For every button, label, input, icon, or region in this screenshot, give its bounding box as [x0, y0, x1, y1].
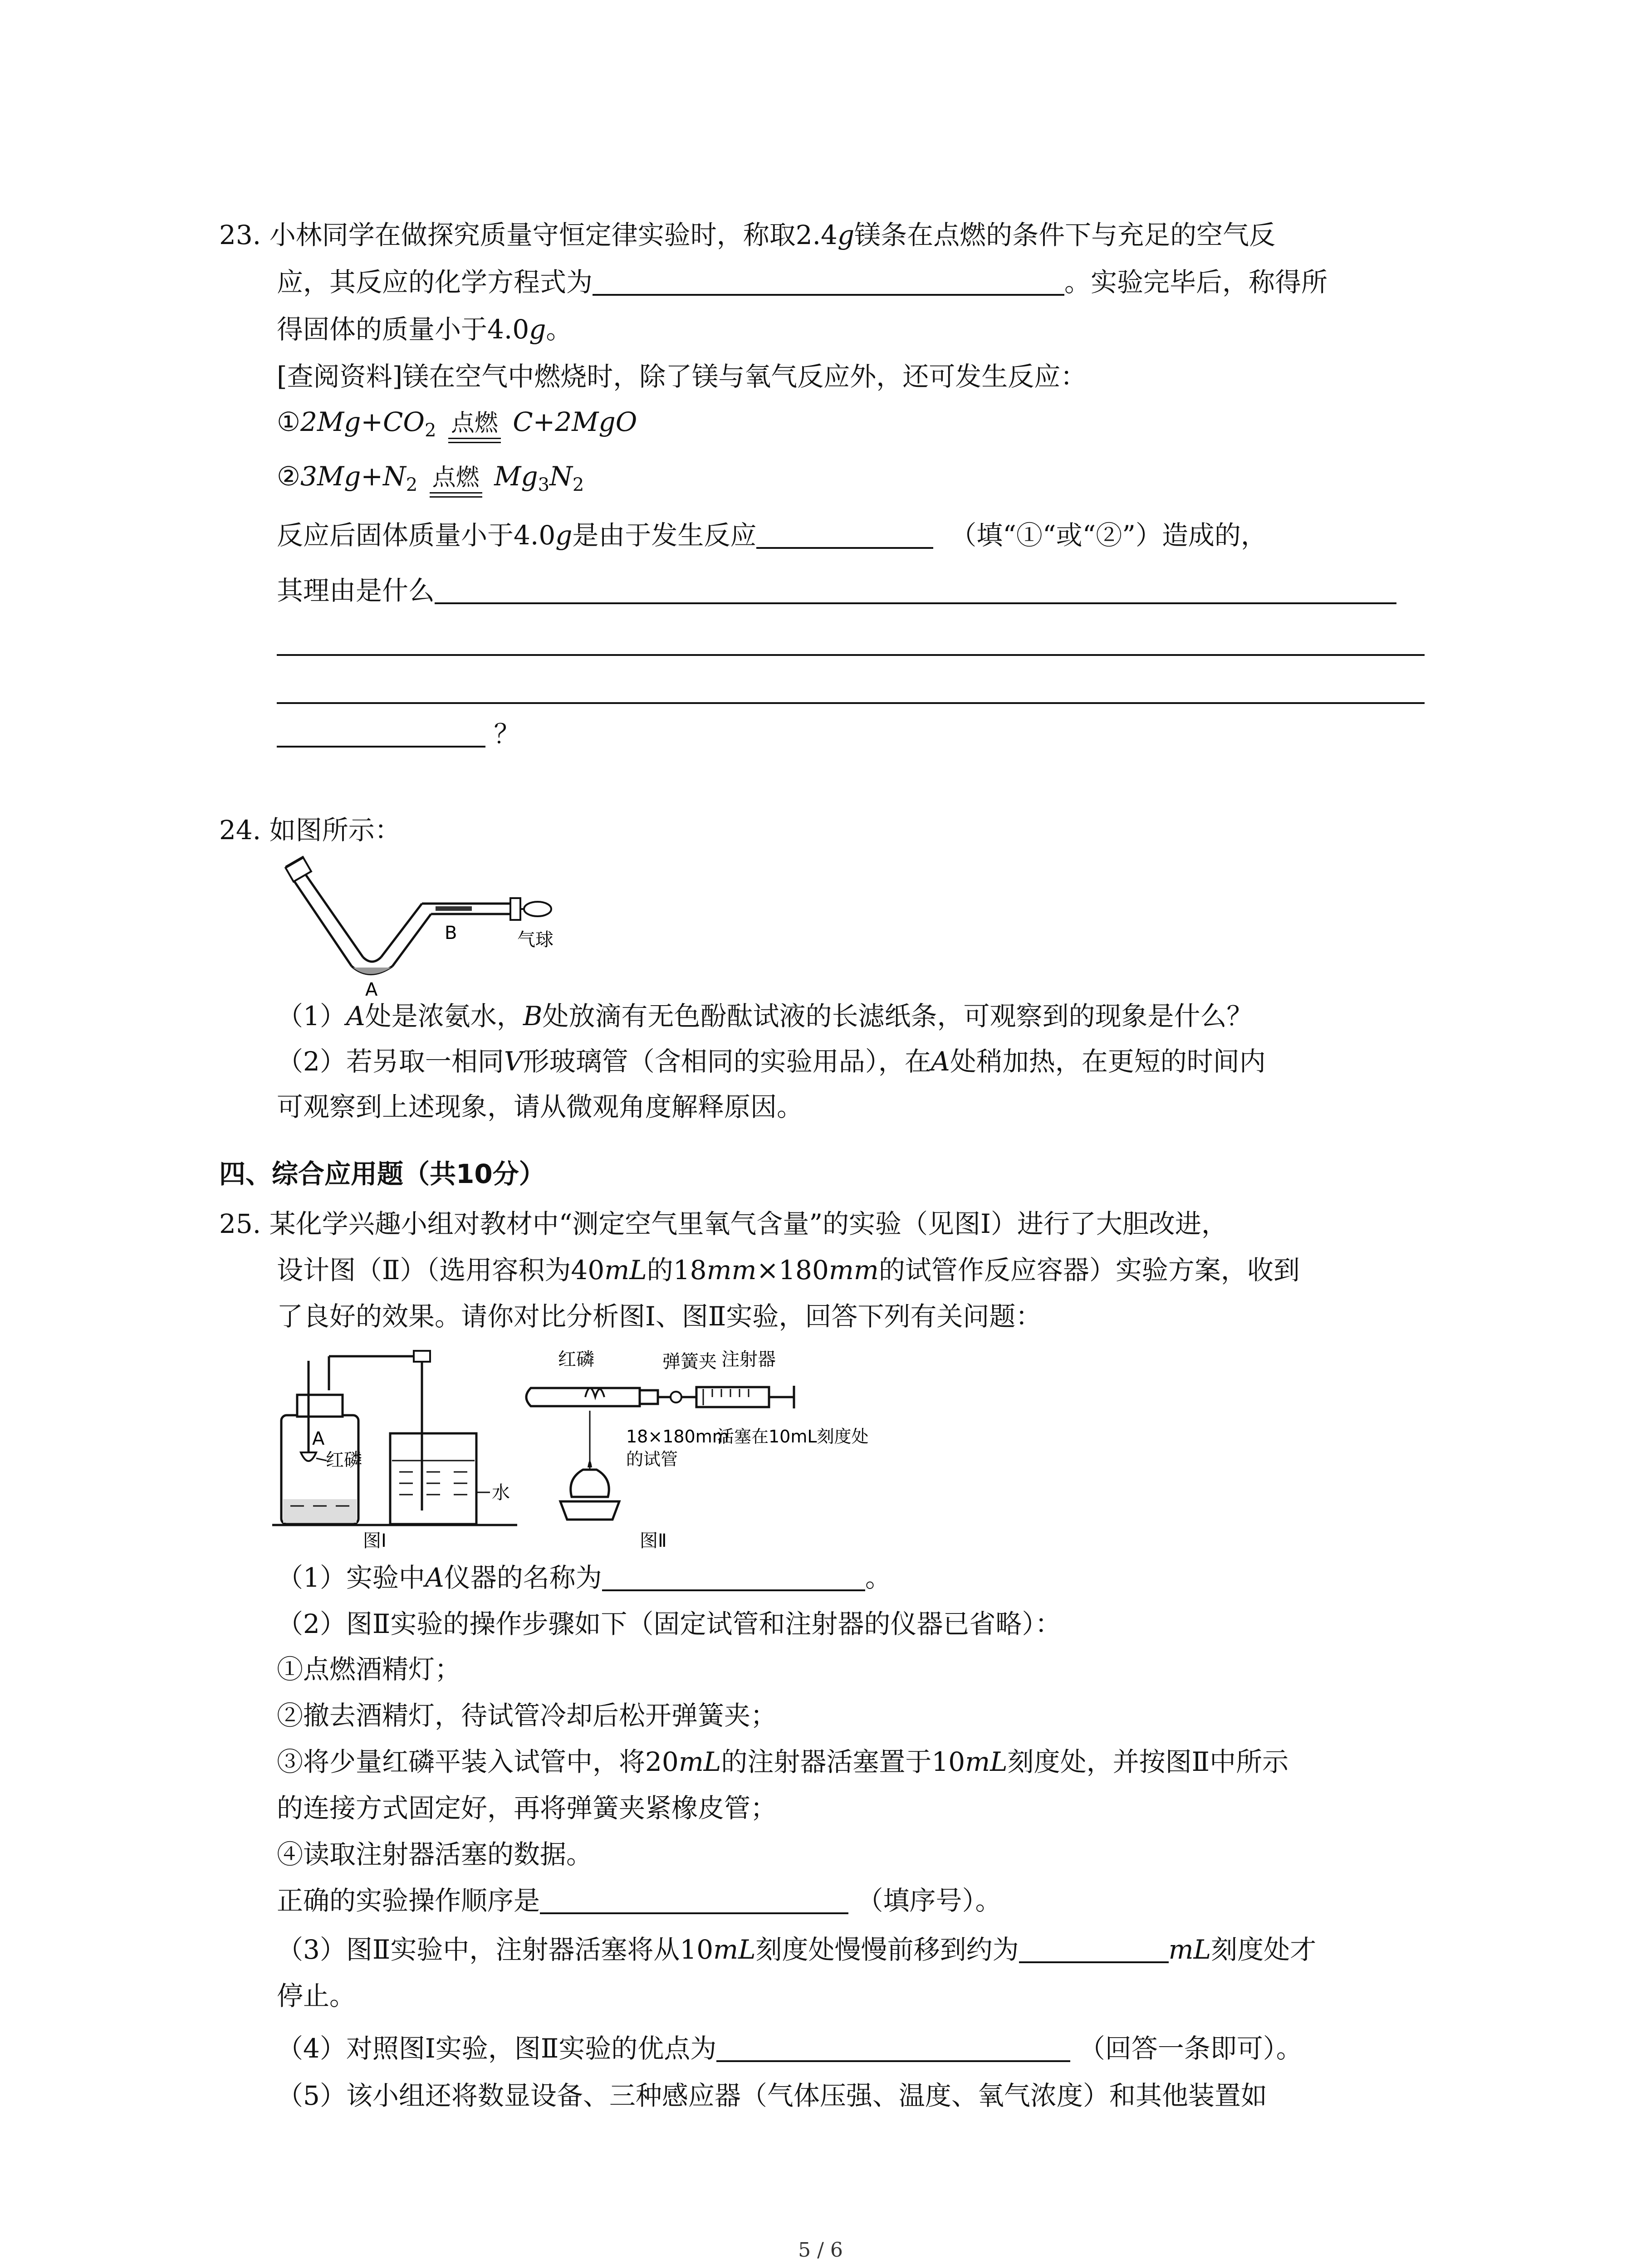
q23-answer-line: 反应后固体质量小于4.0g是由于发生反应 （填“①“或“②”）造成的，	[277, 520, 1267, 551]
bottle-stopper-icon	[297, 1395, 343, 1417]
section-heading: 四、综合应用题（共10分）	[219, 1158, 545, 1189]
q25-advantage-blank[interactable]	[716, 2032, 1070, 2062]
figure-1	[272, 1347, 526, 1551]
combustion-spoon-icon	[301, 1452, 316, 1461]
fig1-label-a: A	[312, 1428, 325, 1449]
spring-clip-icon	[671, 1392, 681, 1403]
rubber-plug-icon	[510, 898, 520, 920]
q25-line2: 设计图（Ⅱ）（选用容积为40mL的18mm×180mm的试管作反应容器）实验方案，收到	[277, 1255, 1300, 1286]
q25-step4: ④读取注射器活塞的数据。	[277, 1839, 593, 1870]
beaker-icon	[390, 1433, 476, 1524]
q23-reason-line-3[interactable]	[277, 702, 1425, 704]
fig1-caption: 图Ⅰ	[363, 1530, 387, 1551]
q25-s2: （2）图Ⅱ实验的操作步骤如下（固定试管和注射器的仪器已省略）：	[277, 1608, 1062, 1639]
q23-equation-blank[interactable]	[593, 266, 1064, 296]
q23-line2: 应，其反应的化学方程式为 。实验完毕后，称得所	[277, 267, 1328, 298]
alcohol-lamp-icon	[571, 1470, 609, 1497]
q25-s3-line2: 停止。	[277, 1980, 356, 2011]
fig1-label-water: 水	[492, 1482, 510, 1503]
q24-sub2-line2: 可观察到上述现象，请从微观角度解释原因。	[277, 1091, 803, 1122]
q23-reason-line: 其理由是什么	[277, 572, 1396, 609]
q23-reason-blank[interactable]	[435, 574, 1396, 604]
syringe-icon	[696, 1387, 769, 1407]
reaction-condition: 点燃	[426, 458, 486, 496]
v-tube-icon	[290, 871, 513, 974]
q25-step2: ②撤去酒精灯，待试管冷却后松开弹簧夹；	[277, 1700, 777, 1731]
page-number: 5 / 6	[798, 2239, 843, 2262]
fig1-label-phosphorus: 红磷	[326, 1450, 362, 1471]
q24-sub2: （2）若另取一相同V形玻璃管（含相同的实验用品），在A处稍加热，在更短的时间内	[277, 1046, 1266, 1077]
q23-equation-1: $①2Mg+CO_2$ 点燃 C+2MgO	[277, 404, 637, 449]
q23-reason-blank-end[interactable]	[277, 718, 485, 748]
clamp-icon	[414, 1351, 430, 1362]
flame-icon	[588, 1461, 592, 1467]
rubber-stopper-icon	[640, 1390, 658, 1404]
q23-reason-end: ？	[277, 716, 520, 752]
q24-intro: 24. 如图所示：	[219, 815, 401, 846]
fig2-label-size: 18×180mm	[626, 1427, 729, 1447]
q25-step1: ①点燃酒精灯；	[277, 1654, 461, 1685]
q23-reason-line-2[interactable]	[277, 654, 1425, 656]
q25-order: 正确的实验操作顺序是 （填序号）。	[277, 1885, 1002, 1916]
fig2-label-piston: 活塞在10mL刻度处	[717, 1427, 869, 1447]
q23-info: [查阅资料]镁在空气中燃烧时，除了镁与氧气反应外，还可发生反应：	[277, 361, 1087, 392]
balloon-icon	[524, 902, 551, 916]
q23-line3: 得固体的质量小于4.0g。	[277, 314, 573, 345]
q25-step3-line2: 的连接方式固定好，再将弹簧夹紧橡皮管；	[277, 1793, 777, 1823]
fig2-label-tube: 的试管	[626, 1449, 678, 1469]
q25-s4: （4）对照图Ⅰ实验，图Ⅱ实验的优点为 （回答一条即可）。	[277, 2033, 1303, 2064]
q25-s5: （5）该小组还将数显设备、三种感应器（气体压强、温度、氧气浓度）和其他装置如	[277, 2080, 1267, 2111]
test-tube-icon	[526, 1388, 640, 1406]
q25-instrument-blank[interactable]	[602, 1561, 865, 1591]
label-b: B	[445, 923, 457, 943]
q25-step3: ③将少量红磷平装入试管中，将20mL的注射器活塞置于10mL刻度处，并按图Ⅱ中所示	[277, 1746, 1289, 1777]
q24-sub1: （1）A处是浓氨水，B处放滴有无色酚酞试液的长滤纸条，可观察到的现象是什么？	[277, 1001, 1253, 1031]
q25-s3: （3）图Ⅱ实验中，注射器活塞将从10mL刻度处慢慢前移到约为 mL刻度处才	[277, 1934, 1317, 1965]
flame-phosphorus-icon	[585, 1388, 604, 1397]
q25-order-blank[interactable]	[540, 1884, 848, 1914]
v-tube-figure	[272, 853, 572, 1002]
fig2-label-syringe: 注射器	[721, 1349, 776, 1370]
q23-reaction-blank[interactable]	[756, 519, 933, 549]
filter-paper-strip	[436, 906, 472, 911]
label-balloon: 气球	[517, 929, 554, 950]
fig2-label-clip: 弹簧夹	[662, 1351, 717, 1372]
q25-volume-blank[interactable]	[1019, 1933, 1169, 1963]
fig2-caption: 图Ⅱ	[640, 1530, 667, 1551]
fig2-label-phosphorus: 红磷	[558, 1349, 594, 1370]
figure-2	[517, 1347, 869, 1551]
q25-s1: （1）实验中A仪器的名称为 。	[277, 1562, 892, 1593]
reaction-condition: 点燃	[445, 404, 505, 441]
q25-line1: 25. 某化学兴趣小组对教材中“测定空气里氧气含量”的实验（见图Ⅰ）进行了大胆改进，	[219, 1208, 1228, 1239]
q25-line3: 了良好的效果。请你对比分析图Ⅰ、图Ⅱ实验，回答下列有关问题：	[277, 1301, 1042, 1332]
q23-line1: 23. 小林同学在做探究质量守恒定律实验时，称取2.4g镁条在点燃的条件下与充足的空气反	[219, 220, 1276, 250]
label-a: A	[365, 979, 378, 1000]
q23-equation-2: $②3Mg+N_2$ 点燃 $Mg_3N_2$	[277, 458, 584, 503]
